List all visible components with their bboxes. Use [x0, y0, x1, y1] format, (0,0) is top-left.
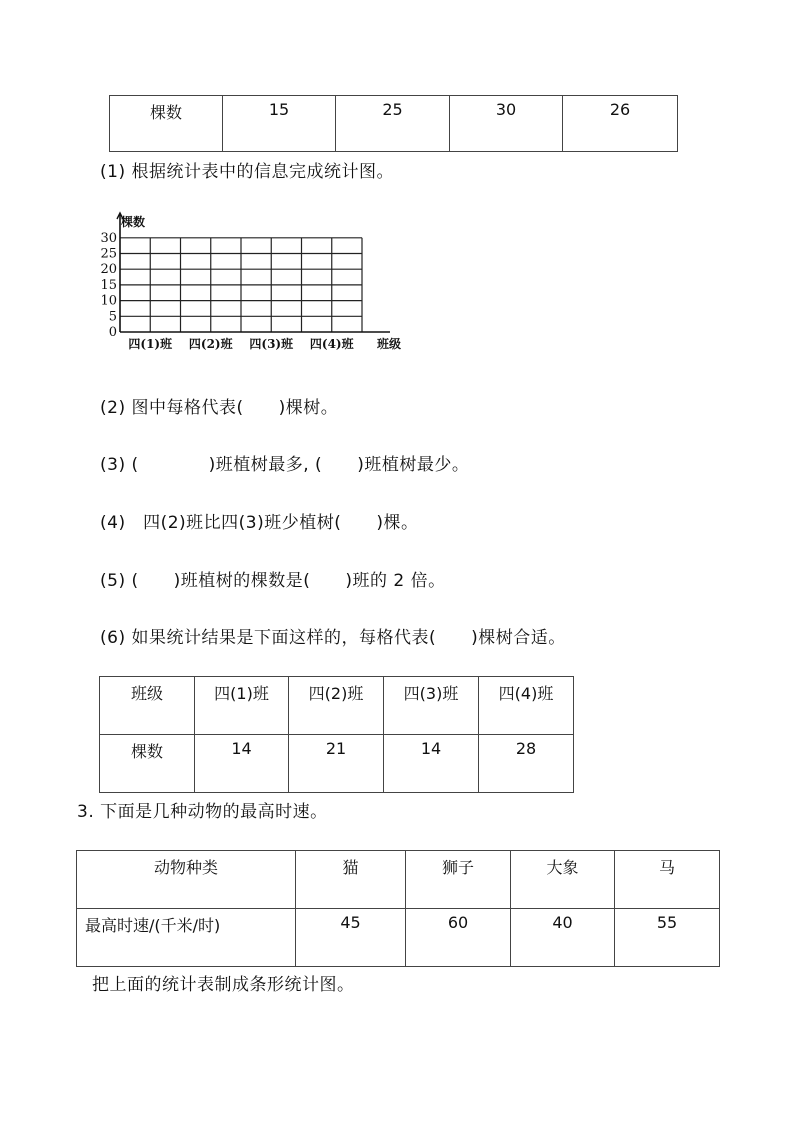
header-cell: 大象: [511, 851, 615, 909]
y-tick-label: 15: [100, 277, 117, 293]
y-axis-label: 棵数: [121, 215, 146, 229]
header-cell: 四(4)班: [479, 677, 574, 735]
question-6: (6) 如果统计结果是下面这样的，每格代表( )棵树合适。: [100, 628, 566, 648]
animal-speed-table: [76, 850, 720, 967]
value-cell: 45: [296, 909, 406, 967]
value-cell: 30: [450, 96, 563, 152]
row-label-top-speed: 最高时速/(千米/时): [77, 909, 296, 967]
y-tick-label: 10: [100, 293, 117, 309]
value-cell: 21: [289, 735, 384, 793]
x-category-label: 四(3)班: [249, 337, 294, 351]
question-4: (4) 四(2)班比四(3)班少植树( )棵。: [100, 513, 419, 533]
value-cell: 28: [479, 735, 574, 793]
value-cell: 60: [406, 909, 511, 967]
value-cell: 25: [336, 96, 450, 152]
question-3: (3) ( )班植树最多, ( )班植树最少。: [100, 455, 470, 475]
header-cell: 四(1)班: [195, 677, 289, 735]
row-label-tree-count: 棵数: [100, 735, 195, 793]
header-cell: 狮子: [406, 851, 511, 909]
x-category-label: 四(1)班: [128, 337, 173, 351]
value-cell: 14: [384, 735, 479, 793]
header-cell: 四(3)班: [384, 677, 479, 735]
x-category-label: 四(2)班: [188, 337, 233, 351]
header-cell: 猫: [296, 851, 406, 909]
blank-bar-chart: [100, 206, 420, 356]
header-cell: 马: [615, 851, 720, 909]
question-2: (2) 图中每格代表( )棵树。: [100, 398, 339, 418]
x-axis-label: 班级: [377, 337, 402, 351]
value-cell: 26: [563, 96, 678, 152]
x-category-labels: [128, 336, 354, 351]
class-stats-table: [99, 676, 574, 793]
y-tick-label: 20: [100, 262, 117, 278]
question-1: (1) 根据统计表中的信息完成统计图。: [100, 162, 394, 182]
row-label-tree-count: 棵数: [110, 96, 223, 152]
value-cell: 40: [511, 909, 615, 967]
y-tick-label: 30: [100, 230, 117, 246]
y-tick-labels: [100, 231, 117, 340]
question-5: (5) ( )班植树的棵数是( )班的 2 倍。: [100, 571, 446, 591]
header-cell: 班级: [100, 677, 195, 735]
value-cell: 55: [615, 909, 720, 967]
header-cell: 动物种类: [77, 851, 296, 909]
chart-axes: [117, 213, 390, 332]
header-cell: 四(2)班: [289, 677, 384, 735]
chart-grid: [120, 238, 362, 332]
x-category-label: 四(4)班: [309, 337, 354, 351]
section-3-title: 3. 下面是几种动物的最高时速。: [77, 802, 328, 822]
section-3-instruction: 把上面的统计表制成条形统计图。: [92, 975, 355, 995]
value-cell: 14: [195, 735, 289, 793]
value-cell: 15: [223, 96, 336, 152]
y-tick-label: 5: [108, 309, 117, 325]
y-tick-label: 25: [100, 246, 117, 262]
top-stats-table: [109, 95, 678, 152]
y-tick-label: 0: [108, 325, 117, 340]
